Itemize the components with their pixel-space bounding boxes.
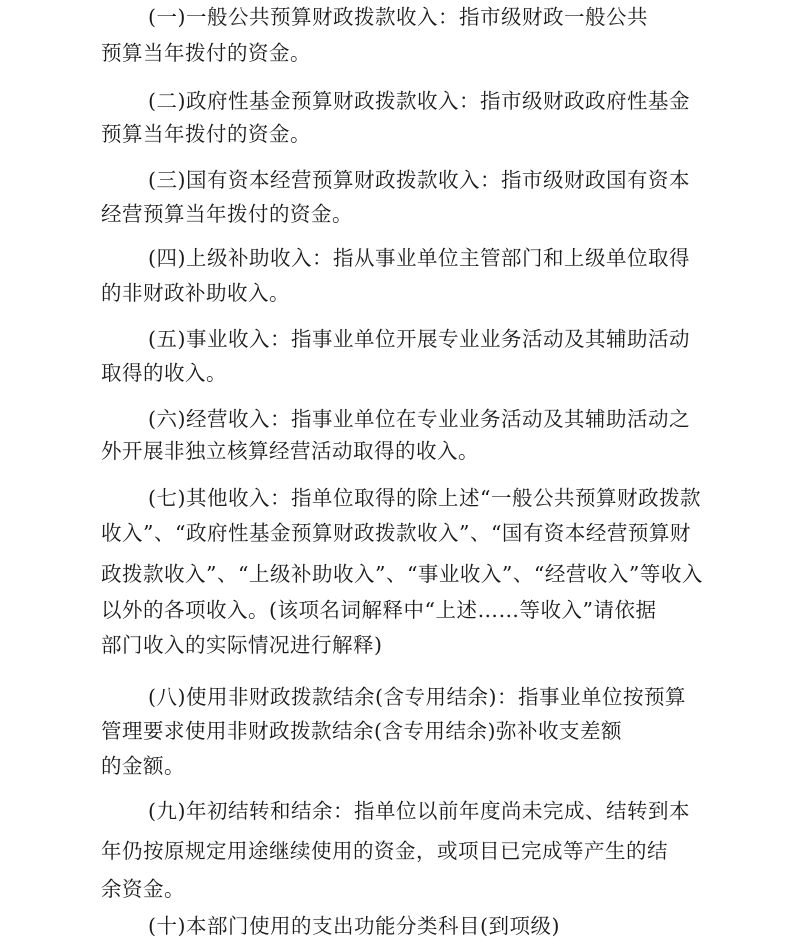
paragraph-3-line-2: 经营预算当年拨付的资金。 [101,202,353,226]
paragraph-2-line-1: (二)政府性基金预算财政拨款收入：指市级财政政府性基金 [148,89,690,113]
paragraph-10-line-1: (十)本部门使用的支出功能分类科目(到项级) [148,914,560,938]
paragraph-1-line-1: (一)一般公共预算财政拨款收入：指市级财政一般公共 [148,5,648,29]
paragraph-1-line-2: 预算当年拨付的资金。 [101,41,311,65]
paragraph-7-line-3: 政拨款收入”、“上级补助收入”、“事业收入”、“经营收入”等收入 [101,562,703,586]
paragraph-3-line-1: (三)国有资本经营预算财政拨款收入：指市级财政国有资本 [148,168,690,192]
paragraph-5-line-2: 取得的收入。 [101,361,227,385]
paragraph-7-line-5: 部门收入的实际情况进行解释) [101,633,383,657]
paragraph-6-line-1: (六)经营收入：指事业单位在专业业务活动及其辅助活动之 [148,407,690,431]
paragraph-4-line-2: 的非财政补助收入。 [101,281,290,305]
paragraph-9-line-1: (九)年初结转和结余：指单位以前年度尚未完成、结转到本 [148,799,690,823]
paragraph-7-line-1: (七)其他收入：指单位取得的除上述“一般公共预算财政拨款 [148,486,701,510]
paragraph-9-line-2: 年仍按原规定用途继续使用的资金，或项目已完成等产生的结 [101,839,668,863]
paragraph-5-line-1: (五)事业收入：指事业单位开展专业业务活动及其辅助活动 [148,327,690,351]
paragraph-9-line-3: 余资金。 [101,877,185,901]
paragraph-7-line-2: 收入”、“政府性基金预算财政拨款收入”、“国有资本经营预算财 [101,521,691,545]
paragraph-8-line-1: (八)使用非财政拨款结余(含专用结余)：指事业单位按预算 [148,685,686,709]
paragraph-8-line-2: 管理要求使用非财政拨款结余(含专用结余)弥补收支差额 [101,719,622,743]
paragraph-2-line-2: 预算当年拨付的资金。 [101,122,311,146]
paragraph-4-line-1: (四)上级补助收入：指从事业单位主管部门和上级单位取得 [148,246,690,270]
paragraph-6-line-2: 外开展非独立核算经营活动取得的收入。 [101,439,479,463]
paragraph-7-line-4: 以外的各项收入。(该项名词解释中“上述……等收入”请依据 [101,598,657,622]
paragraph-8-line-3: 的金额。 [101,754,185,778]
